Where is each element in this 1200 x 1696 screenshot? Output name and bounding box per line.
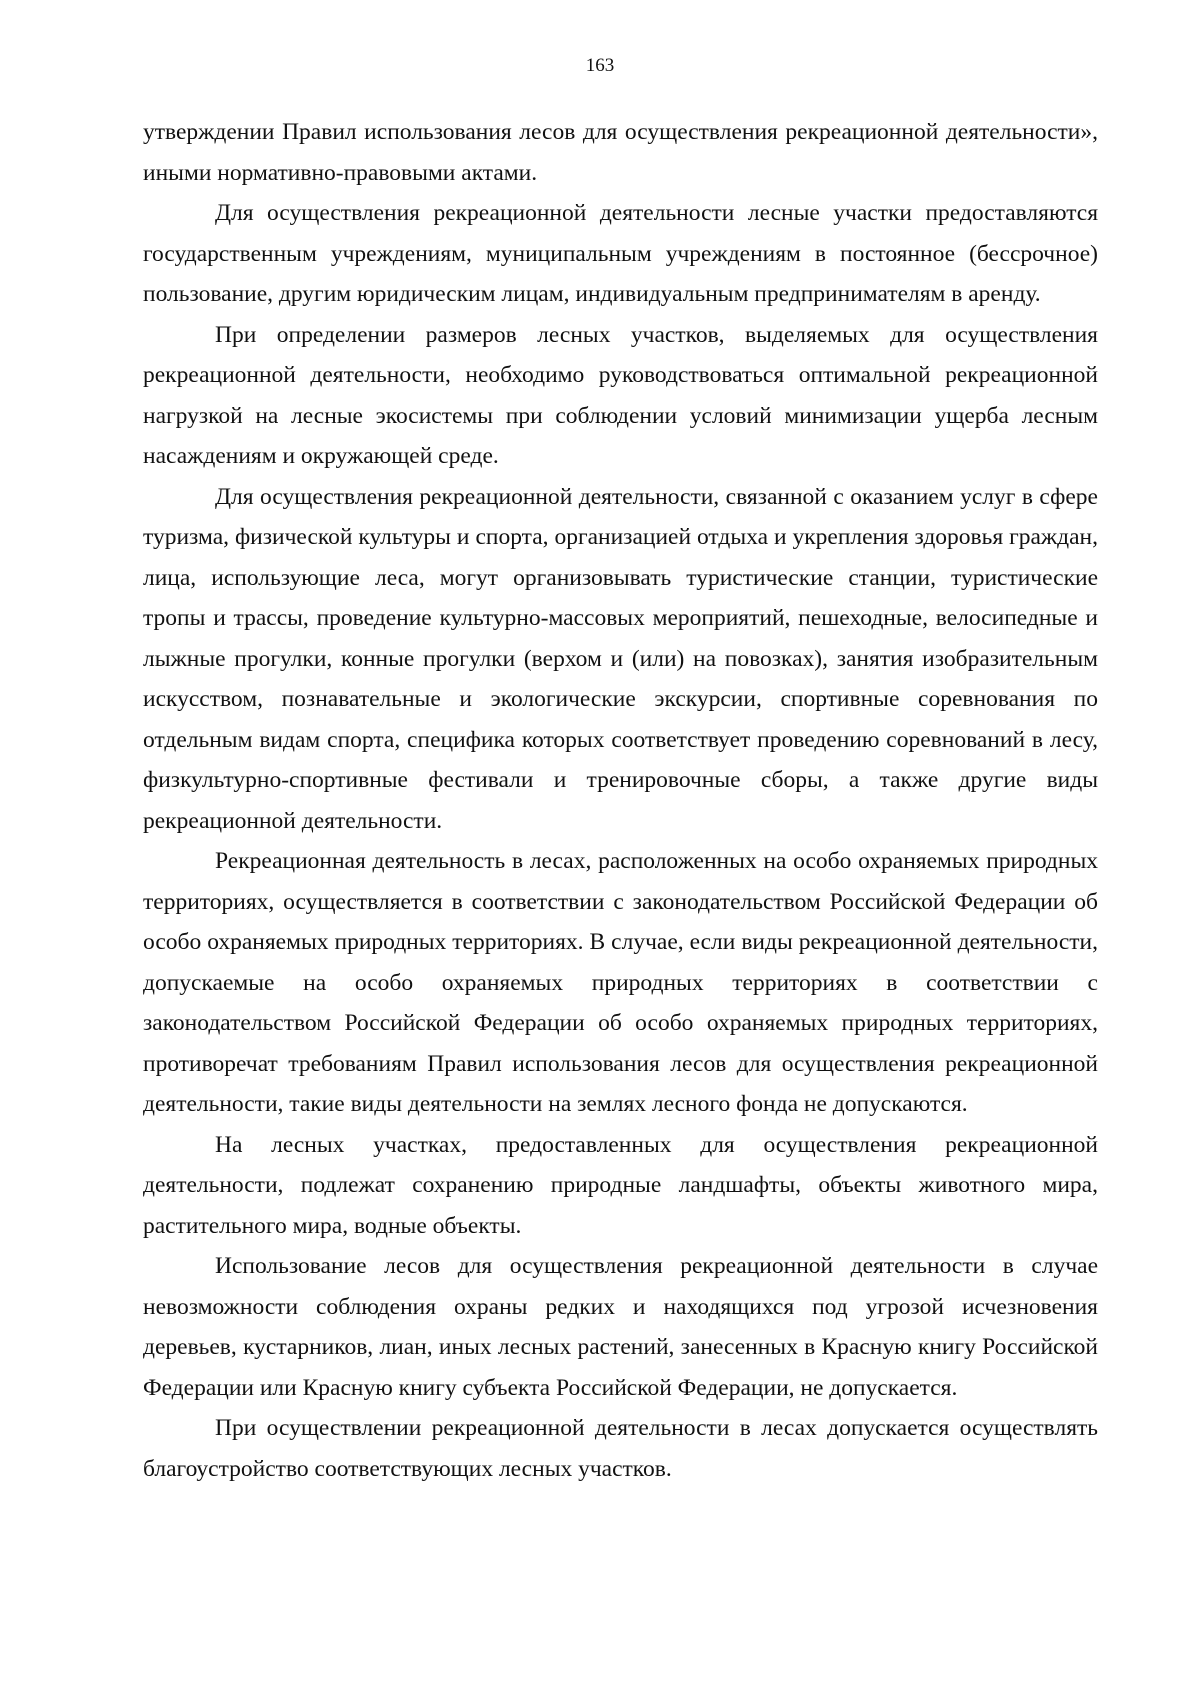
- page-number: 163: [585, 55, 615, 76]
- paragraph-land-allocation: Для осуществления рекреационной деятельности лесные участки предоставляются государственным учреждениям, муниципальным учреждениям в постоянное (бессрочное) пользование, другим юридическим лицам, индивидуальным предпринимателям в аренду.: [143, 200, 1098, 307]
- paragraph-landscaping: При осуществлении рекреационной деятельности в лесах допускается осуществлять благоустройство соответствующих лесных участков.: [143, 1415, 1098, 1482]
- document-body: [143, 112, 1098, 1489]
- paragraph-red-book-restriction: Использование лесов для осуществления рекреационной деятельности в случае невозможности соблюдения охраны редких и находящихся под угрозой исчезновения деревьев, кустарников, лиан, иных лесных растений, занесенных в Красную книгу Российской Федерации или Красную книгу субъекта Российской Федерации, не допускается.: [143, 1253, 1098, 1401]
- paragraph-recreation-activities: Для осуществления рекреационной деятельности, связанной с оказанием услуг в сфере туризма, физической культуры и спорта, организацией отдыха и укрепления здоровья граждан, лица, использующие леса, могут организовывать туристические станции, туристические тропы и трассы, проведение культурно-массовых мероприятий, пешеходные, велосипедные и лыжные прогулки, конные прогулки (верхом и (или) на повозках), занятия изобразительным искусством, познавательные и экологические экскурсии, спортивные соревнования по отдельным видам спорта, специфика которых соответствует проведению соревнований в лесу, физкультурно-спортивные фестивали и тренировочные сборы, а также другие виды рекреационной деятельности.: [143, 483, 1098, 834]
- paragraph-plot-size: При определении размеров лесных участков, выделяемых для осуществления рекреационной деятельности, необходимо руководствоваться оптимальной рекреационной нагрузкой на лесные экосистемы при соблюдении условий минимизации ущерба лесным насаждениям и окружающей среде.: [143, 321, 1098, 469]
- paragraph-continued: утверждении Правил использования лесов для осуществления рекреационной деятельности», иными нормативно-правовыми актами.: [143, 119, 1098, 186]
- paragraph-protected-territories: Рекреационная деятельность в лесах, расположенных на особо охраняемых природных территориях, осуществляется в соответствии с законодательством Российской Федерации об особо охраняемых природных территориях. В случае, если виды рекреационной деятельности, допускаемые на особо охраняемых природных территориях в соответствии с законодательством Российской Федерации об особо охраняемых природных территориях, противоречат требованиям Правил использования лесов для осуществления рекреационной деятельности, такие виды деятельности на землях лесного фонда не допускаются.: [143, 848, 1098, 1117]
- paragraph-landscape-preservation: На лесных участках, предоставленных для осуществления рекреационной деятельности, подлежат сохранению природные ландшафты, объекты животного мира, растительного мира, водные объекты.: [143, 1131, 1098, 1239]
